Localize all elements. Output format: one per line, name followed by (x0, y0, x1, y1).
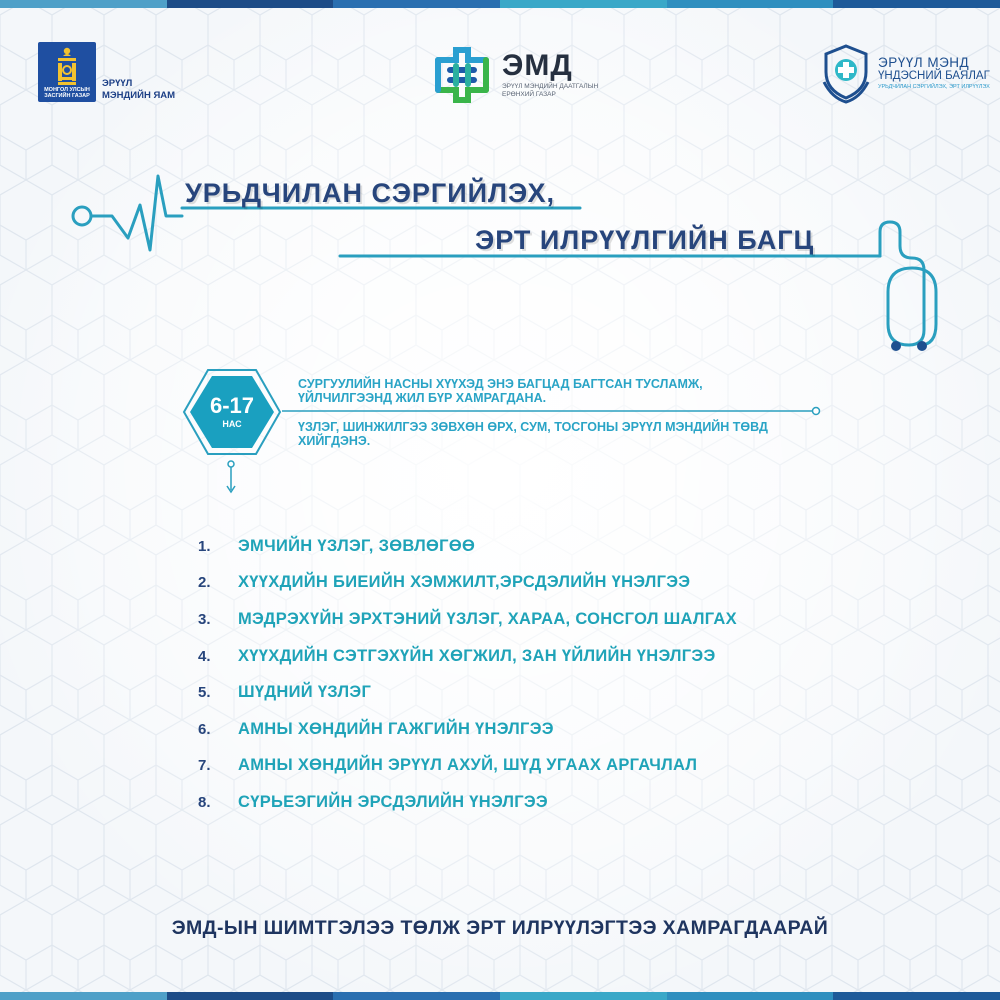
footer-call-to-action: ЭМД-ЫН ШИМТГЭЛЭЭ ТӨЛЖ ЭРТ ИЛРҮҮЛЭГТЭЭ ХАМРАГДААРАЙ (171, 917, 829, 939)
emd-subtitle: ЭРҮҮЛ МЭНДИЙН ДААТГАЛЫН ЕРӨНХИЙ ГАЗАР (502, 83, 599, 98)
seal-text: МОНГОЛ УЛСЫН ЗАСГИЙН ГАЗАР (44, 87, 90, 99)
list-item: 2. ХҮҮХДИЙН БИЕИЙН ХЭМЖИЛТ,ЭРСДЭЛИЙН ҮНЭЛГЭЭ (198, 573, 691, 592)
list-item: 8. СҮРЬЕЭГИЙН ЭРСДЭЛИЙН ҮНЭЛГЭЭ (198, 792, 548, 811)
age-unit: НАС (222, 419, 242, 429)
list-item: 3. МЭДРЭХҮЙН ЭРХТЭНИЙ ҮЗЛЭГ, ХАРАА, СОНСГОЛ ШАЛГАХ (198, 609, 737, 628)
age-range: 6-17 (209, 393, 255, 418)
ministry-name: ЭРҮҮЛ МЭНДИЙН ЯАМ (102, 78, 176, 101)
info-text-location: ҮЗЛЭГ, ШИНЖИЛГЭЭ ЗӨВХӨН ӨРХ, СУМ, ТОСГОНЫ ЭРҮҮЛ МЭНДИЙН ТӨВД ХИЙГДЭНЭ. (298, 420, 768, 448)
list-item: 4. ХҮҮХДИЙН СЭТГЭХҮЙН ХӨГЖИЛ, ЗАН ҮЙЛИЙН ҮНЭЛГЭЭ (198, 646, 716, 665)
headline-line1: УРЬДЧИЛАН СЭРГИЙЛЭХ, (185, 178, 556, 208)
emd-title: ЭМД (502, 49, 573, 82)
headline-line2: ЭРТ ИЛРҮҮЛГИЙН БАГЦ (475, 225, 815, 255)
info-text-eligibility: СУРГУУЛИЙН НАСНЫ ХҮҮХЭД ЭНЭ БАГЦАД БАГТСАН ТУСЛАМЖ, ҮЙЛЧИЛГЭЭНД ЖИЛ БҮР ХАМРАГДАНА. (298, 377, 703, 405)
services-list (198, 528, 737, 821)
slogan-line1: ЭРҮҮЛ МЭНД (878, 55, 970, 70)
list-item: 5. ШҮДНИЙ ҮЗЛЭГ (198, 683, 372, 702)
slogan-line2: ҮНДЭСНИЙ БАЯЛАГ (878, 70, 990, 82)
list-item: 1. ЭМЧИЙН ҮЗЛЭГ, ЗӨВЛӨГӨӨ (198, 536, 476, 555)
slogan-line3: УРЬДЧИЛАН СЭРГИЙЛЭХ, ЭРТ ИЛРҮҮЛЭХ (878, 84, 990, 90)
list-item: 6. АМНЫ ХӨНДИЙН ГАЖГИЙН ҮНЭЛГЭЭ (198, 719, 554, 738)
list-item: 7. АМНЫ ХӨНДИЙН ЭРҮҮЛ АХУЙ, ШҮД УГААХ АРГАЧЛАЛ (198, 756, 698, 775)
